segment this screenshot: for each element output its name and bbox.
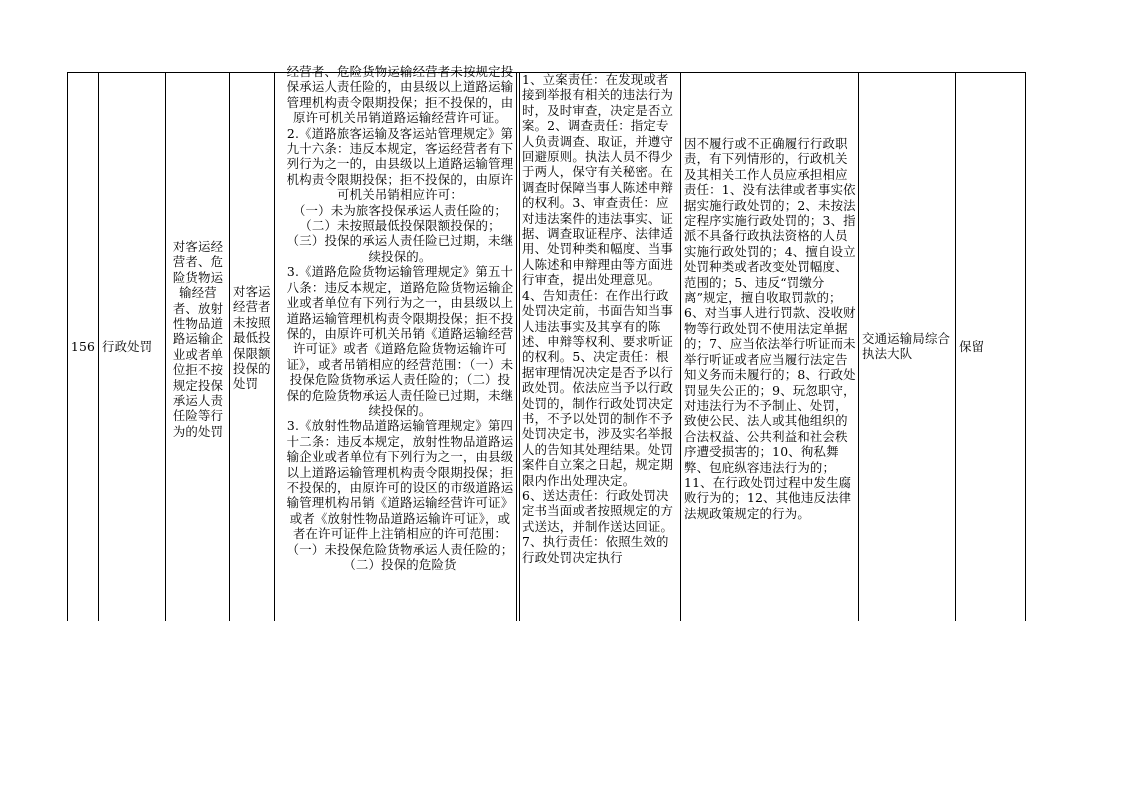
row-item-name: 对客运经营者、危险货物运输经营者、放射性物品道路运输企业或者单位拒不按规定投保承运人责任险等行为的处罚 (172, 239, 224, 439)
row-department: 交通运输局综合执法大队 (862, 331, 951, 362)
row-responsibility-cell (522, 72, 678, 621)
column-border (519, 72, 520, 621)
column-border (516, 72, 517, 621)
row-accountability: 因不履行或不正确履行行政职责，有下列情形的，行政机关及其相关工作人员应承担相应责任：1、没有法律或者事实依据实施行政处罚的；2、未按法定程序实施行政处罚的；3、指派不具备行政执法资格的人员实施行政处罚的；4、擅自设立处罚种类或者改变处罚幅度、范围的；5、违反“罚缴分离”规定，擅自收取罚款的；6、对当事人进行罚款、没收财物等行政处罚不使用法定单据的；7、应当依法举行听证而未举行听证或者应当履行法定告知义务而未履行的；8、行政处罚显失公正的；9、玩忽职守，对违法行为不予制止、处罚，致使公民、法人或其他组织的合法权益、公共利益和社会秩序遭受损害的；10、徇私舞弊、包庇纵容违法行为的；11、在行政处罚过程中发生腐败行为的；12、其他违反法律法规政策规定的行为。 (684, 136, 856, 521)
row-remark: 保留 (959, 339, 985, 354)
column-border (165, 72, 166, 621)
column-border (229, 72, 230, 621)
row-responsibility: 1、立案责任：在发现或者接到举报有相关的违法行为时，及时审查，决定是否立案。2、调查责任：指定专人负责调查、取证，并遵守回避原则。执法人员不得少于两人，保守有关秘密。在调查时保障当事人陈述申辩的权利。3、审查责任：应对违法案件的违法事实、证据、调查取证程序、法律适用、处罚种类和幅度、当事人陈述和申辩理由等方面进行审查，提出处理意见。4、告知责任：在作出行政处罚决定前，书面告知当事人违法事实及其享有的陈述、申辩等权利、要求听证的权利。5、决定责任：根据审理情况决定是否予以行政处罚。依法应当予以行政处罚的，制作行政处罚决定书，不予以处罚的制作不予处罚决定书，涉及实名举报人的告知其处理结果。处罚案件自立案之日起，规定期限内作出处理决定。 6、送达责任：行政处罚决定书当面或者按照规定的方式送达，并制作送达回证。7、执行责任：依照生效的行政处罚决定执行 (522, 72, 674, 565)
column-border (858, 72, 859, 621)
column-border (1025, 72, 1026, 621)
column-border (955, 72, 956, 621)
row-index: 156 (70, 339, 96, 354)
row-legal-basis-cell (285, 64, 515, 621)
column-border (274, 72, 275, 621)
row-legal-basis: 经营者、危险货物运输经营者未按规定投保承运人责任险的，由县级以上道路运输管理机构责令限期投保；拒不投保的，由原许可机关吊销道路运输经营许可证。 2.《道路旅客运输及客运站管理规定》第九十六条：违反本规定，客运经营者有下列行为之一的，由县级以上道路运输管理机构责令限期投保；拒不投保的，由原许可机关吊销相应许可： （一）未为旅客投保承运人责任险的； （二）未按照最低投保限额投保的； （三）投保的承运人责任险已过期，未继续投保的。 3.《道路危险货物运输管理规定》第五十八条：违反本规定，道路危险货物运输企业或者单位有下列行为之一，由县级以上道路运输管理机构责令限期投保；拒不投保的，由原许可机关吊销《道路运输经营许可证》或者《道路危险货物运输许可证》，或者吊销相应的经营范围：（一）未投保危险货物承运人责任险的；（二）投保的危险货物承运人责任险已过期，未继续投保的。 3.《放射性物品道路运输管理规定》第四十二条：违反本规定，放射性物品道路运输企业或者单位有下列行为之一，由县级以上道路运输管理机构责令限期投保；拒不投保的，由原许可的设区的市级道路运输管理机构吊销《道路运输经营许可证》或者《放射性物品道路运输许可证》，或者在许可证件上注销相应的许可范围：（一）未投保危险货物承运人责任险的；（二）投保的危险货 (286, 64, 514, 572)
column-border (98, 72, 99, 621)
row-sub-item: 对客运经营者未按照最低投保限额投保的处罚 (233, 284, 271, 392)
column-border (680, 72, 681, 621)
row-category: 行政处罚 (102, 339, 153, 354)
